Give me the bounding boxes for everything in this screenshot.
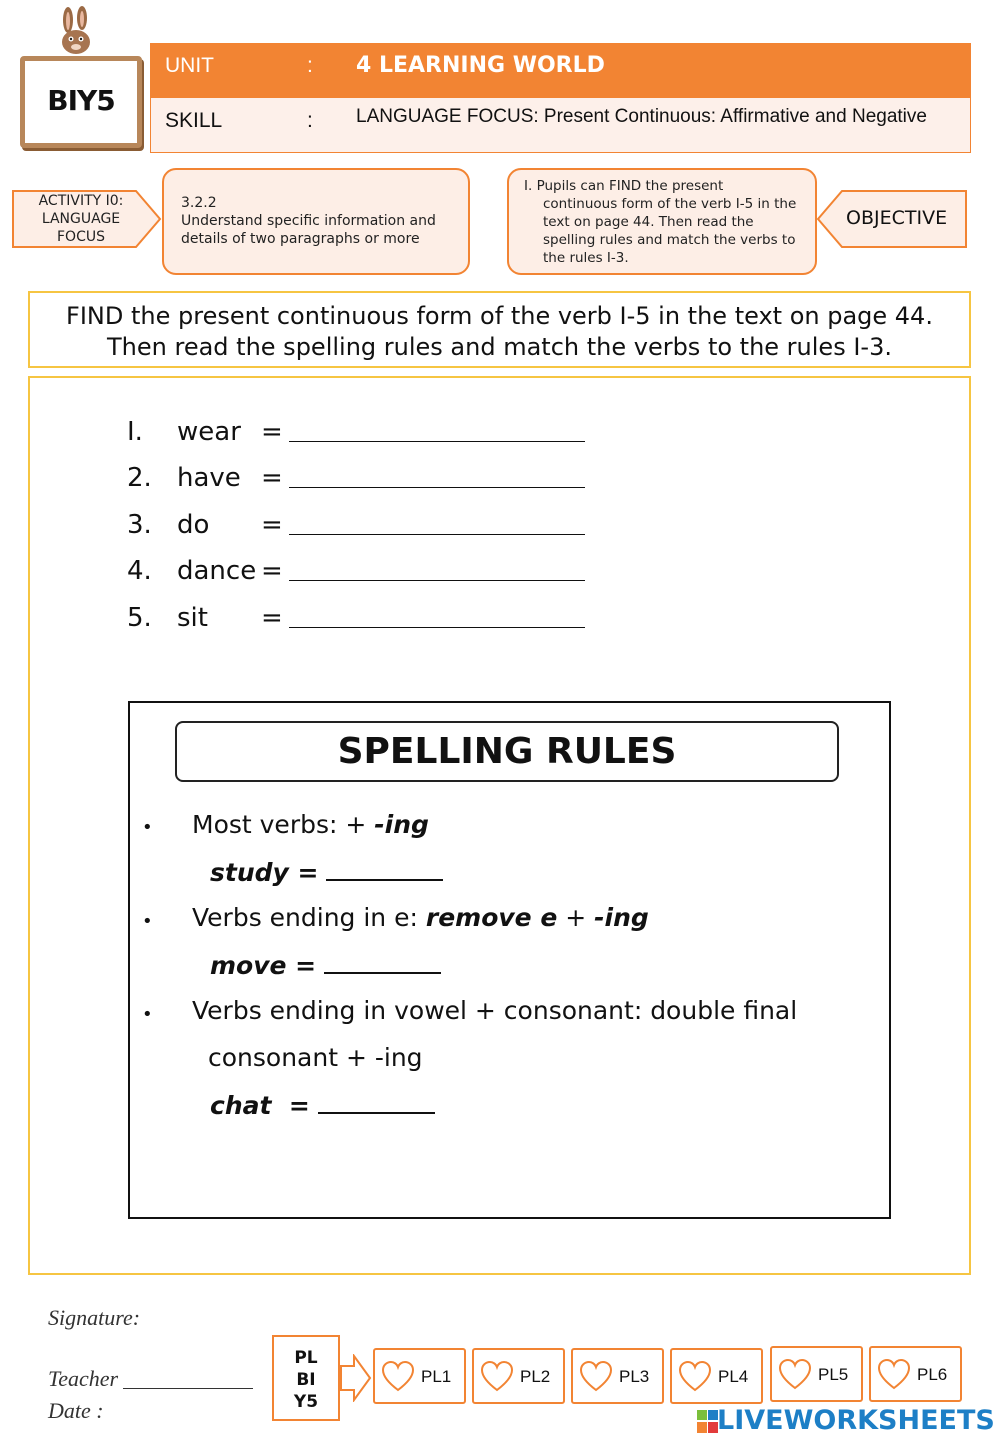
answer-blank[interactable] — [289, 627, 585, 628]
equals-sign: = — [261, 463, 283, 493]
question-verb: have — [177, 463, 241, 493]
rule-1 — [192, 810, 429, 839]
pl6-chip[interactable] — [869, 1346, 962, 1402]
answer-blank[interactable] — [318, 1090, 435, 1114]
pl-box-line: Y5 — [293, 1392, 319, 1412]
heart-icon — [778, 1358, 812, 1392]
example-word: chat = — [210, 1091, 310, 1120]
answer-blank[interactable] — [289, 441, 585, 442]
rule-2-example — [210, 950, 441, 980]
pl-label: PL5 — [818, 1365, 849, 1384]
question-number: 5. — [127, 603, 152, 633]
rule-3-example — [210, 1090, 435, 1120]
pl-box-line: PL — [294, 1348, 318, 1368]
skill-colon: : — [307, 109, 313, 132]
question-verb: wear — [177, 417, 241, 447]
rule-2-plus: + — [557, 903, 595, 932]
rule-3-line: Verbs ending in vowel + consonant: double final — [192, 996, 798, 1025]
objective-line: text on page 44. Then read the — [543, 214, 754, 230]
pl-box-line: BI — [296, 1370, 316, 1390]
instruction-line: Then read the spelling rules and match the verbs to the rules I-3. — [107, 333, 892, 361]
answer-blank[interactable] — [324, 950, 441, 974]
objective-line: continuous form of the verb I-5 in the — [543, 196, 797, 212]
pl5-chip[interactable] — [770, 1346, 863, 1402]
pl2-chip[interactable] — [472, 1348, 565, 1404]
unit-colon: : — [307, 54, 313, 77]
question-verb: sit — [177, 603, 208, 633]
heart-icon — [579, 1360, 613, 1394]
signature-label: Signature: — [48, 1305, 141, 1330]
pl-label: PL2 — [520, 1367, 551, 1386]
standard-line: Understand specific information and — [181, 213, 436, 229]
objective-line: spelling rules and match the verbs to — [543, 232, 796, 248]
rule-1-example — [210, 857, 443, 887]
logo-text: BIY5 — [47, 84, 115, 117]
teacher-label: Teacher — [48, 1366, 119, 1391]
objective-line: the rules I-3. — [543, 250, 629, 266]
question-number: 2. — [127, 463, 152, 493]
instruction-box — [28, 291, 971, 368]
pl-label: PL1 — [421, 1367, 452, 1386]
objective-text — [524, 177, 796, 267]
rule-1-text: Most verbs: + — [192, 810, 375, 839]
pl-label: PL6 — [917, 1365, 948, 1384]
standard-code: 3.2.2 — [181, 195, 217, 211]
pl-label: PL4 — [718, 1367, 749, 1386]
question-verb: do — [177, 510, 210, 540]
question-number: 4. — [127, 556, 152, 586]
liveworksheets-logo-icon — [697, 1410, 719, 1434]
arrow-right-icon — [340, 1354, 372, 1402]
objective-tag: OBJECTIVE — [846, 207, 948, 229]
answer-blank[interactable] — [326, 857, 443, 881]
date-label: Date : — [48, 1398, 104, 1423]
answer-blank[interactable] — [289, 534, 585, 535]
question-number: 3. — [127, 510, 152, 540]
unit-title: 4 LEARNING WORLD — [356, 53, 605, 78]
answer-blank[interactable] — [289, 580, 585, 581]
skill-label: SKILL — [165, 109, 223, 132]
pl3-chip[interactable] — [571, 1348, 664, 1404]
heart-icon — [381, 1360, 415, 1394]
example-word: move = — [210, 951, 317, 980]
rule-2-bold: remove e — [425, 903, 558, 932]
equals-sign: = — [261, 417, 283, 447]
bullet-icon: • — [142, 911, 153, 932]
activity-tag-line: ACTIVITY I0: — [38, 193, 124, 209]
activity-tag-line: FOCUS — [57, 229, 105, 245]
rule-1-suffix: -ing — [374, 810, 429, 839]
activity-tag-line: LANGUAGE — [41, 211, 121, 227]
pl4-chip[interactable] — [670, 1348, 763, 1404]
answer-blank[interactable] — [289, 487, 585, 488]
example-word: study = — [210, 858, 319, 887]
rule-2-suffix: -ing — [594, 903, 649, 932]
bullet-icon: • — [142, 1004, 153, 1025]
bullet-icon: • — [142, 817, 153, 838]
objective-line: I. Pupils can FIND the present — [524, 178, 724, 194]
liveworksheets-brand[interactable]: LIVEWORKSHEETS — [717, 1405, 995, 1436]
rule-2-text: Verbs ending in e: — [192, 903, 426, 932]
standard-line: details of two paragraphs or more — [181, 231, 420, 247]
activity-tag — [14, 192, 148, 246]
teacher-signature-line[interactable] — [123, 1388, 253, 1389]
rule-3-line: consonant + -ing — [208, 1043, 423, 1072]
pl1-chip[interactable] — [373, 1348, 466, 1404]
heart-icon — [877, 1358, 911, 1392]
instruction-line: FIND the present continuous form of the verb I-5 in the text on page 44. — [66, 302, 933, 330]
spelling-rules-title: SPELLING RULES — [175, 721, 839, 782]
question-number: I. — [127, 417, 143, 447]
learning-standard-text — [181, 194, 436, 248]
equals-sign: = — [261, 603, 283, 633]
unit-label: UNIT — [165, 54, 214, 77]
skill-text: LANGUAGE FOCUS: Present Continuous: Affirmative and Negative — [356, 106, 927, 127]
question-verb: dance — [177, 556, 257, 586]
pl-label: PL3 — [619, 1367, 650, 1386]
heart-icon — [480, 1360, 514, 1394]
equals-sign: = — [261, 556, 283, 586]
pl-biy5-box — [272, 1335, 340, 1421]
equals-sign: = — [261, 510, 283, 540]
heart-icon — [678, 1360, 712, 1394]
rule-2 — [192, 903, 649, 932]
